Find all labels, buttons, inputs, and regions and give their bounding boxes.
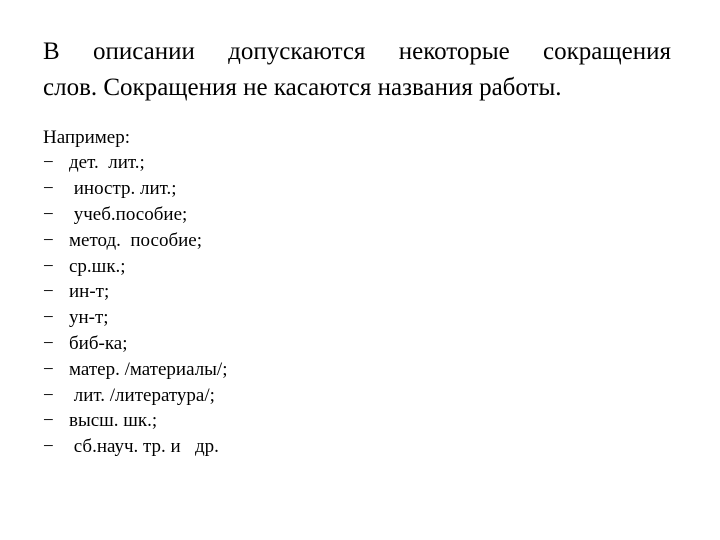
list-item bbox=[43, 176, 643, 202]
dash-bullet-icon: − bbox=[43, 410, 54, 432]
list-item bbox=[43, 382, 643, 408]
dash-bullet-icon: − bbox=[43, 436, 54, 458]
dash-bullet-icon: − bbox=[43, 332, 54, 354]
list-item bbox=[43, 305, 643, 331]
dash-bullet-icon: − bbox=[43, 178, 54, 200]
list-item bbox=[43, 408, 643, 434]
list-item-text: сб.науч. тр. и др. bbox=[69, 436, 219, 458]
list-item bbox=[43, 279, 643, 305]
list-item-text: ин-т; bbox=[69, 281, 110, 303]
dash-bullet-icon: − bbox=[43, 384, 54, 406]
list-item-text: матер. /материалы/; bbox=[69, 358, 228, 380]
intro-paragraph bbox=[43, 34, 671, 106]
list-item bbox=[43, 331, 643, 357]
dash-bullet-icon: − bbox=[43, 152, 54, 174]
list-item bbox=[43, 202, 643, 228]
examples-heading: Например: bbox=[43, 127, 130, 148]
dash-bullet-icon: − bbox=[43, 229, 54, 251]
list-item bbox=[43, 434, 643, 460]
list-item bbox=[43, 150, 643, 176]
abbreviation-list bbox=[43, 150, 643, 460]
intro-line-1: В описании допускаются некоторые сокращения bbox=[43, 38, 671, 65]
list-item bbox=[43, 227, 643, 253]
dash-bullet-icon: − bbox=[43, 358, 54, 380]
list-item-text: дет. лит.; bbox=[69, 152, 145, 174]
list-item bbox=[43, 356, 643, 382]
dash-bullet-icon: − bbox=[43, 255, 54, 277]
dash-bullet-icon: − bbox=[43, 307, 54, 329]
list-item-text: учеб.пособие; bbox=[69, 203, 188, 225]
examples-block bbox=[43, 125, 643, 460]
list-item-text: метод. пособие; bbox=[69, 229, 202, 251]
list-item bbox=[43, 253, 643, 279]
intro-line-2: слов. Сокращения не касаются названия работы. bbox=[43, 74, 562, 101]
dash-bullet-icon: − bbox=[43, 281, 54, 303]
dash-bullet-icon: − bbox=[43, 203, 54, 225]
list-item-text: лит. /литература/; bbox=[69, 384, 215, 406]
list-item-text: иностр. лит.; bbox=[69, 178, 177, 200]
list-item-text: биб-ка; bbox=[69, 332, 128, 354]
list-item-text: высш. шк.; bbox=[69, 410, 158, 432]
list-item-text: ун-т; bbox=[69, 307, 109, 329]
list-item-text: ср.шк.; bbox=[69, 255, 126, 277]
